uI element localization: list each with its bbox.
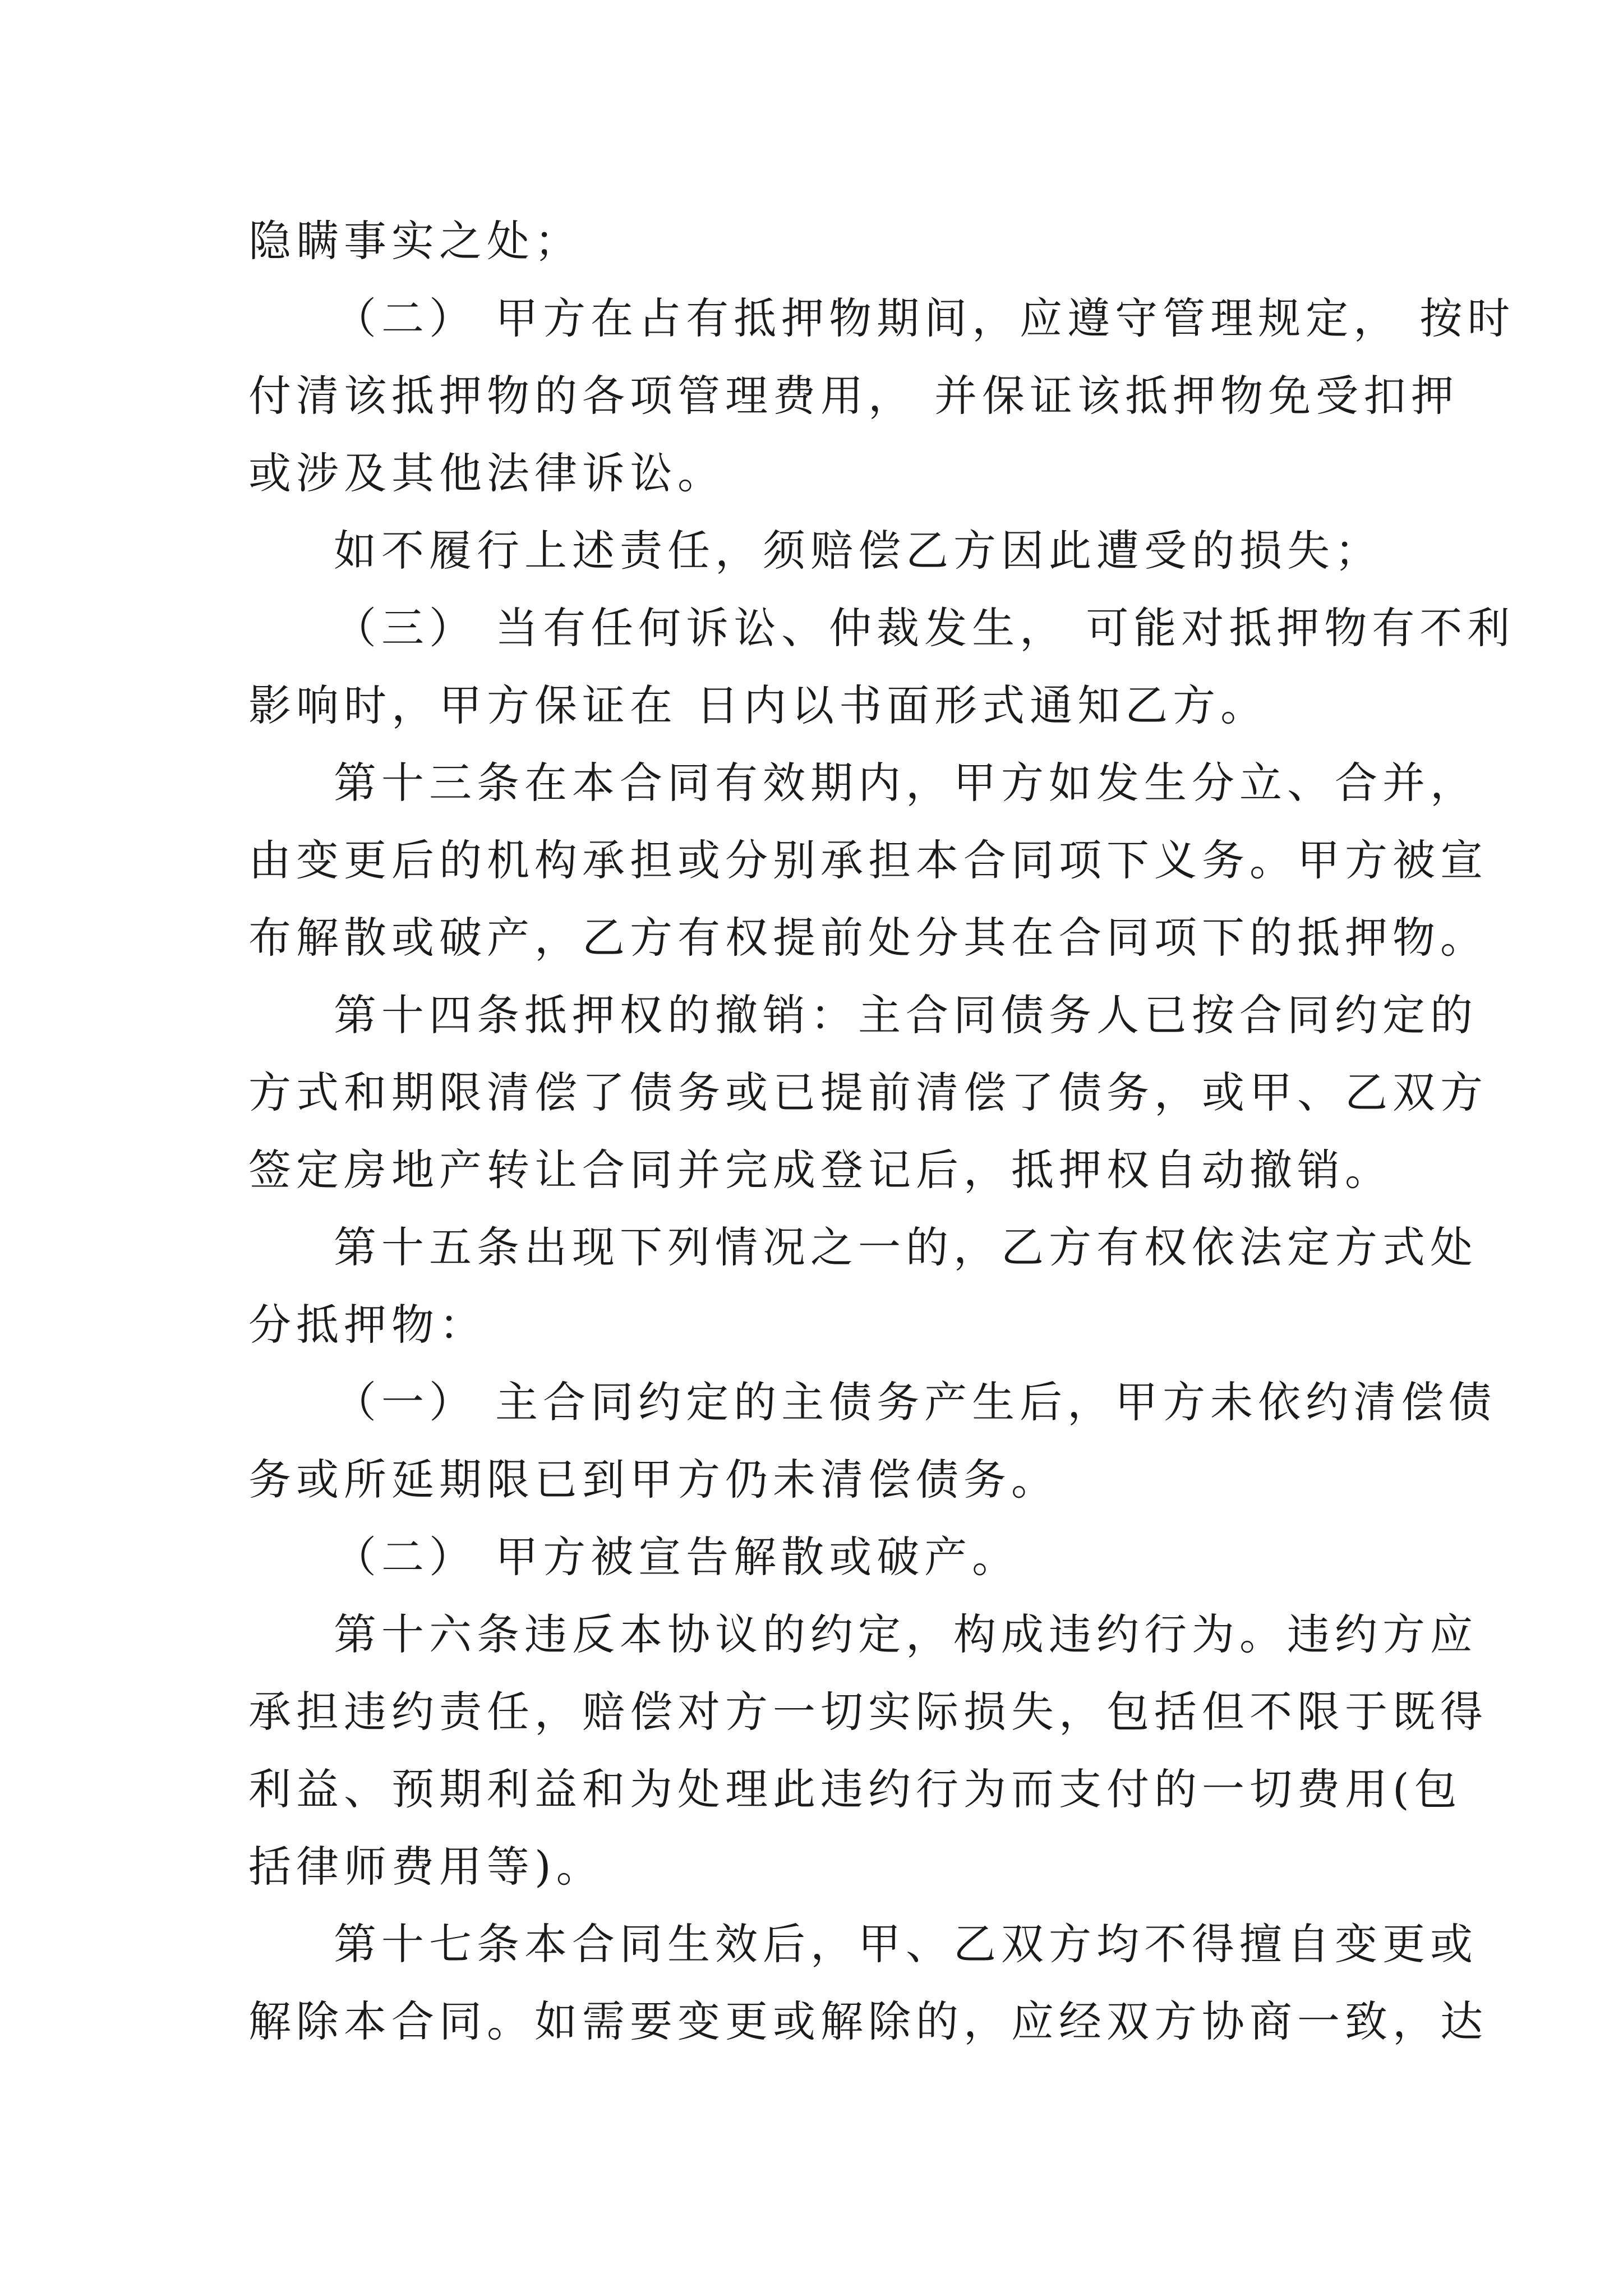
text-line: 方式和期限清偿了债务或已提前清偿了债务，或甲、乙双方 (248, 1068, 1488, 1117)
text-line: 解除本合同。如需要变更或解除的，应经双方协商一致，达 (248, 1996, 1488, 2046)
text-line: 由变更后的机构承担或分别承担本合同项下义务。甲方被宣 (248, 835, 1488, 885)
text-line: （二） 甲方在占有抵押物期间，应遵守管理规定， 按时 (334, 293, 1515, 343)
text-line: （二） 甲方被宣告解散或破产。 (334, 1532, 1020, 1582)
text-line: 第十七条本合同生效后，甲、乙双方均不得擅自变更或 (334, 1919, 1478, 1969)
text-line: 第十四条抵押权的撤销：主合同债务人已按合同约定的 (334, 990, 1478, 1040)
text-line: 第十六条违反本协议的约定，构成违约行为。违约方应 (334, 1609, 1478, 1659)
text-line: 利益、预期利益和为处理此违约行为而支付的一切费用(包 (248, 1764, 1462, 1814)
text-line: 隐瞒事实之处； (248, 216, 582, 266)
text-line: 括律师费用等)。 (248, 1842, 604, 1892)
text-line: 务或所延期限已到甲方仍未清偿债务。 (248, 1455, 1059, 1504)
text-line: 第十三条在本合同有效期内，甲方如发生分立、合并， (334, 758, 1478, 808)
text-line: 或涉及其他法律诉讼。 (248, 448, 725, 498)
text-line: 签定房地产转让合同并完成登记后，抵押权自动撤销。 (248, 1145, 1393, 1195)
text-line: （三） 当有任何诉讼、仲裁发生， 可能对抵押物有不利 (334, 603, 1515, 653)
text-line: 第十五条出现下列情况之一的，乙方有权依法定方式处 (334, 1222, 1478, 1272)
text-line: 如不履行上述责任，须赔偿乙方因此遭受的损失； (334, 526, 1382, 576)
text-line: 付清该抵押物的各项管理费用， 并保证该抵押物免受扣押 (248, 371, 1459, 421)
text-line: （一） 主合同约定的主债务产生后，甲方未依约清偿债 (334, 1377, 1497, 1427)
text-line: 承担违约责任，赔偿对方一切实际损失，包括但不限于既得 (248, 1687, 1488, 1737)
text-line: 影响时，甲方保证在 日内以书面形式通知乙方。 (248, 680, 1269, 730)
text-line: 分抵押物： (248, 1300, 487, 1350)
text-line: 布解散或破产，乙方有权提前处分其在合同项下的抵押物。 (248, 913, 1488, 963)
